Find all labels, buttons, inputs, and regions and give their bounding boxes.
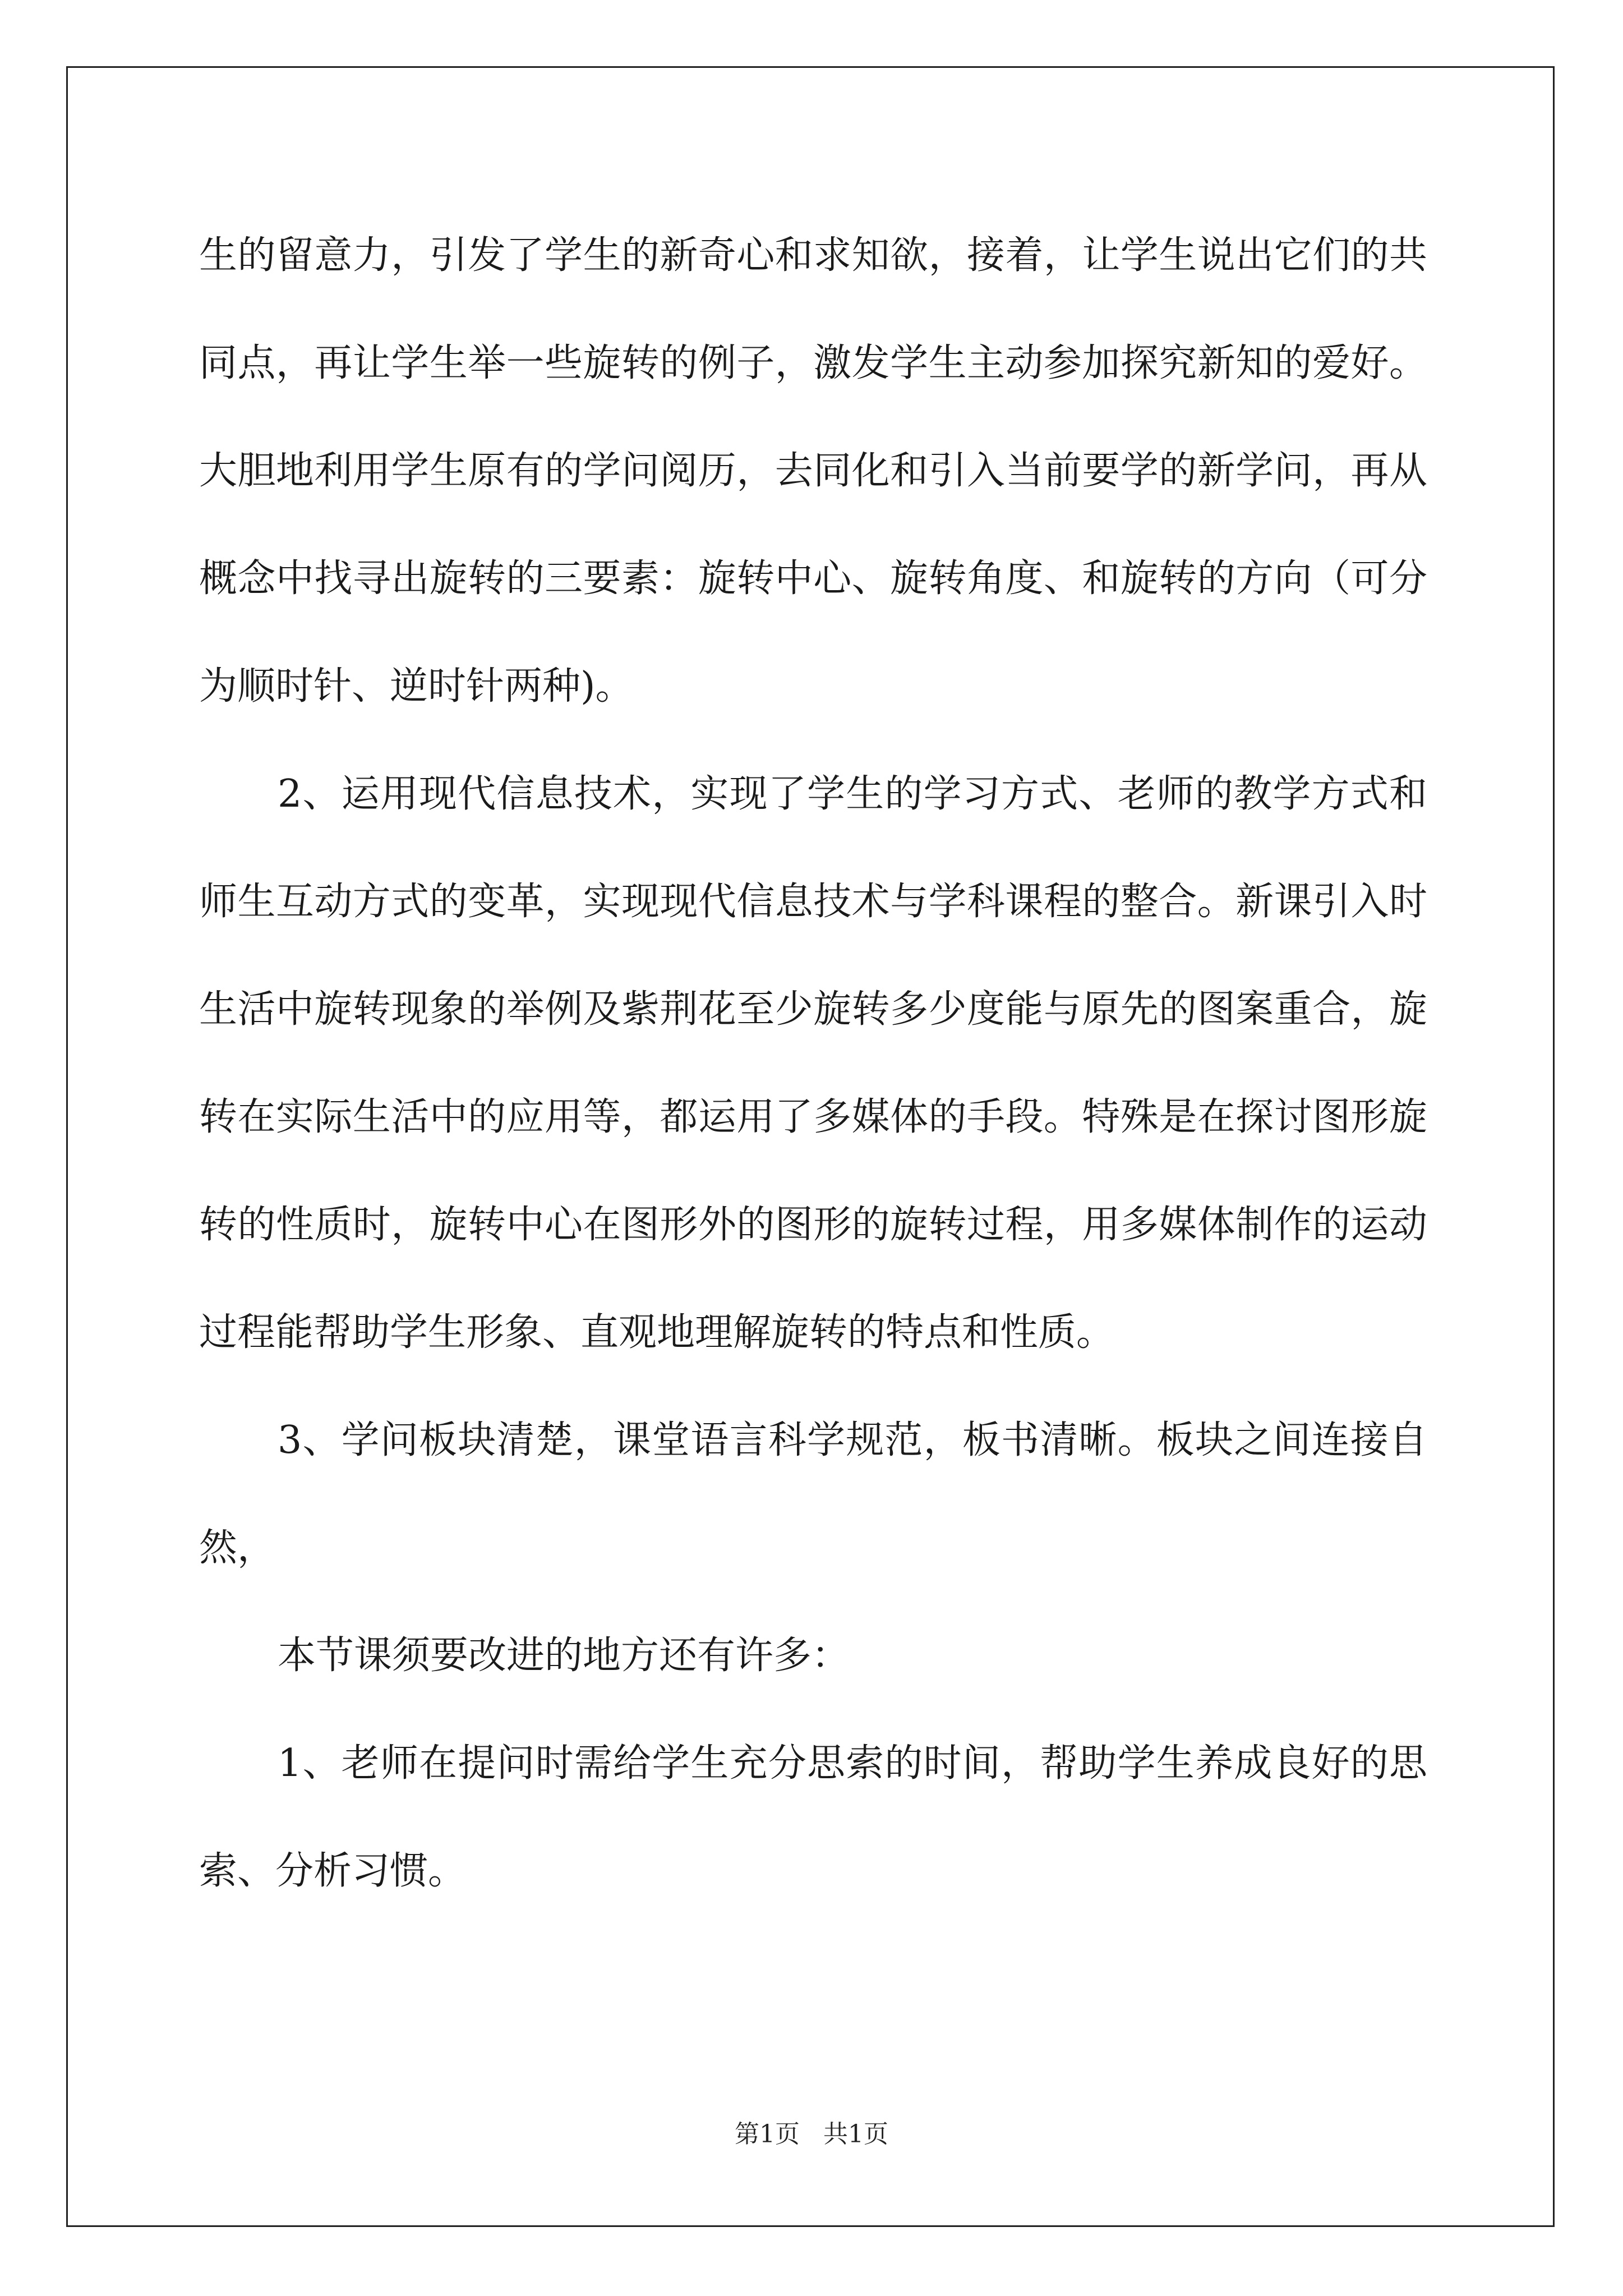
paragraph-1: 生的留意力，引发了学生的新奇心和求知欲，接着，让学生说出它们的共同点，再让学生举一些旋转的例子，激发学生主动参加探究新知的爱好。大胆地利用学生原有的学问阅历，去同化和引入当前要学的新学问，再从概念中找寻出旋转的三要素：旋转中心、旋转角度、和旋转的方向（可分为顺时针、逆时针两种)。	[199, 233, 1427, 708]
paragraph-2: 2、运用现代信息技术，实现了学生的学习方式、老师的教学方式和师生互动方式的变革，实现现代信息技术与学科课程的整合。新课引入时生活中旋转现象的举例及紫荆花至少旋转多少度能与原先的图案重合，旋转在实际生活中的应用等，都运用了多媒体的手段。特殊是在探讨图形旋转的性质时，旋转中心在图形外的图形的旋转过程，用多媒体制作的运动过程能帮助学生形象、直观地理解旋转的特点和性质。	[199, 772, 1427, 1355]
document-body	[199, 202, 1427, 1925]
paragraph-3: 3、学问板块清楚，课堂语言科学规范，板书清晰。板块之间连接自然，	[199, 1418, 1427, 1570]
paragraph-5: 1、老师在提问时需给学生充分思索的时间，帮助学生养成良好的思索、分析习惯。	[199, 1741, 1427, 1893]
paragraph-4: 本节课须要改进的地方还有许多：	[278, 1634, 850, 1678]
page-number-footer: 第1页 共1页	[735, 2120, 888, 2148]
